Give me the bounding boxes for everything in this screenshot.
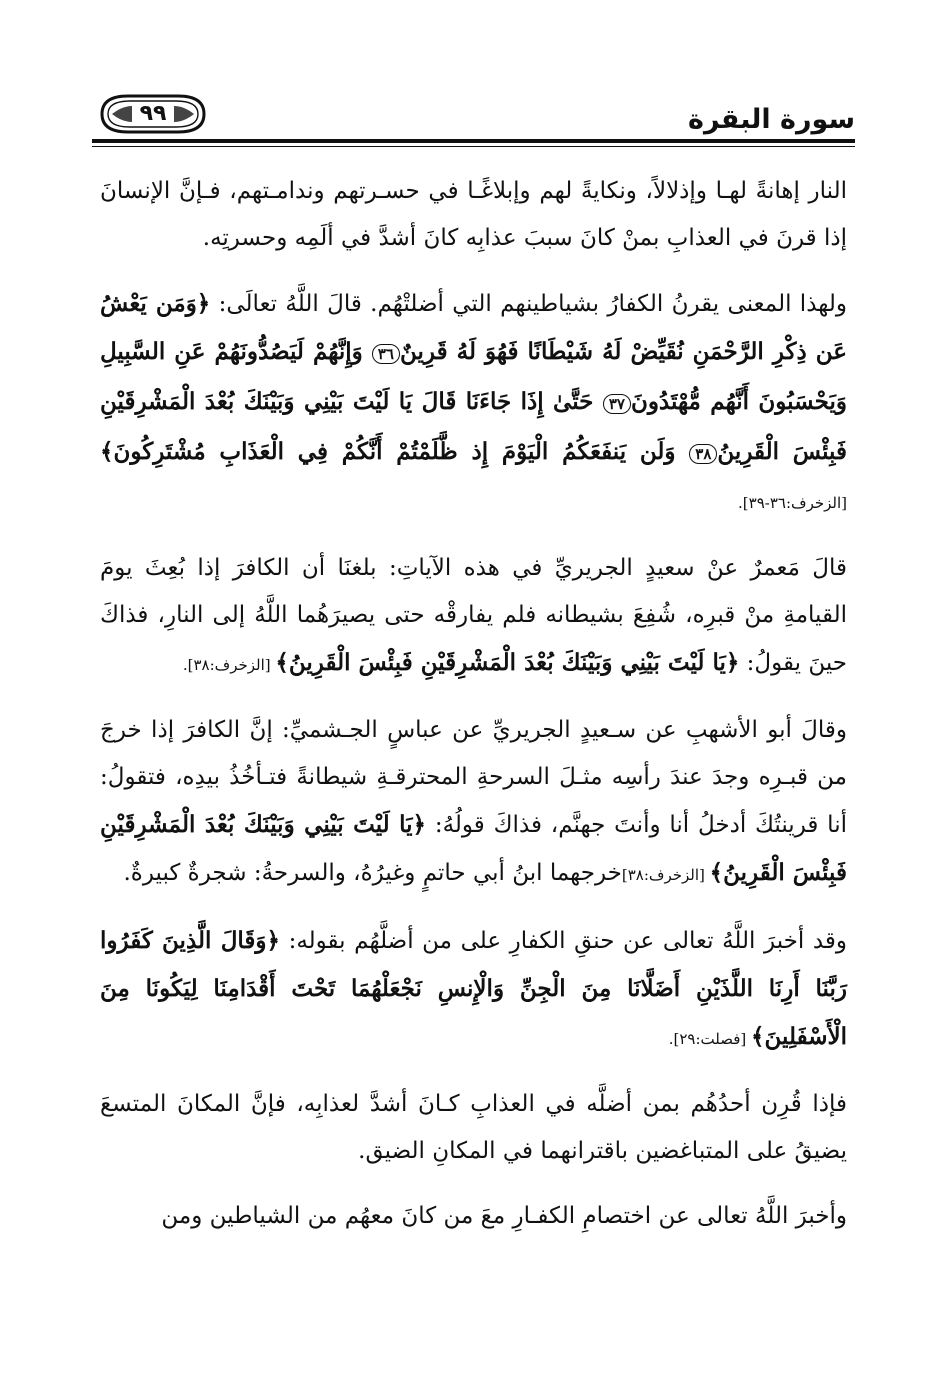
- page-number-badge: [98, 92, 208, 136]
- quran-quote: وَلَن يَنفَعَكُمُ الْيَوْمَ إِذ ظَّلَمْتُمْ أَنَّكُمْ فِي الْعَذَابِ مُشْتَرِكُونَ﴾: [100, 438, 690, 465]
- body-text: النار إهانةً لهـا وإذلالاً، ونكايةً لهم وإبلاغًـا في حسـرتهم وندامـتهم، فـإنَّ الإنسانَ إذا قرنَ في العذابِ بمنْ كانَ سببَ عذابِه كانَ أشدَّ في ألَمِه وحسرتِه.: [100, 178, 847, 251]
- surah-reference: [فصلت:٢٩].: [668, 1030, 752, 1048]
- body-text: ولهذا المعنى يقرنُ الكفارُ بشياطينهم التي أضلتْهُم. قالَ اللَّهُ تعالَى:: [210, 291, 847, 317]
- paragraph: [100, 1193, 847, 1240]
- ayah-marker: ٣٦: [372, 344, 400, 364]
- body-text: خرجهما ابنُ أبي حاتمٍ وغيرُهُ، والسرحةُ: شجرةٌ كبيرةٌ.: [123, 860, 622, 886]
- paragraph: [100, 917, 847, 1063]
- quran-quote: ﴿وَقَالَ الَّذِينَ كَفَرُوا رَبَّنَا أَرِنَا اللَّذَيْنِ أَضَلَّانَا مِنَ الْجِنِّ وَالْإِنسِ نَجْعَلْهُمَا تَحْتَ أَقْدَامِنَا لِيَكُونَا مِنَ الْأَسْفَلِينَ﴾: [100, 927, 847, 1050]
- surah-reference: [الزخرف:٣٨].: [182, 656, 276, 674]
- quran-quote: ﴿يَا لَيْتَ بَيْنِي وَبَيْنَكَ بُعْدَ الْمَشْرِقَيْنِ فَبِئْسَ الْقَرِينُ﴾: [100, 811, 847, 886]
- quran-quote: ﴿يَا لَيْتَ بَيْنِي وَبَيْنَكَ بُعْدَ الْمَشْرِقَيْنِ فَبِئْسَ الْقَرِينُ﴾: [275, 649, 740, 676]
- header-rule-thin: [92, 146, 855, 147]
- paragraph: [100, 280, 847, 527]
- body-text: وقالَ أبو الأشهبِ عن سـعيدٍ الجريريِّ عن عباسٍ الجـشميِّ: إنَّ الكافرَ إذا خرجَ من قبـرِه وجدَ عندَ رأسِه مثـلَ السرحةِ المحترقـةِ شيطانةً فتـأخُذُ بيدِه، فتقولُ: أنا قرينتُكَ أدخلُ أنا وأنتَ جهنَّم، فذاكَ قولُهُ:: [100, 717, 847, 838]
- ayah-marker: ٣٨: [689, 444, 717, 464]
- body-text: وقد أخبرَ اللَّهُ تعالى عن حنقِ الكفارِ على من أضلَّهُم بقوله:: [280, 928, 847, 954]
- paragraph: [100, 1081, 847, 1175]
- header-rule-thick: [92, 139, 855, 143]
- quran-quote: وَإِنَّهُمْ لَيَصُدُّونَهُمْ عَنِ السَّبِيلِ وَيَحْسَبُونَ أَنَّهُم مُّهْتَدُونَ: [100, 338, 847, 415]
- page-header: [92, 92, 855, 148]
- page-body: [100, 168, 847, 1258]
- quran-quote: ﴿وَمَن يَعْشُ عَن ذِكْرِ الرَّحْمَنِ نُقَيِّضْ لَهُ شَيْطَانًا فَهُوَ لَهُ قَرِينٌ: [100, 290, 847, 365]
- surah-reference: [الزخرف:٣٨]: [621, 866, 710, 884]
- paragraph: [100, 545, 847, 689]
- paragraph: [100, 707, 847, 899]
- paragraph: [100, 168, 847, 262]
- surah-reference: [الزخرف:٣٦-٣٩].: [738, 494, 847, 512]
- quran-quote: حَتَّىٰ إِذَا جَاءَنَا قَالَ يَا لَيْتَ بَيْنِي وَبَيْنَكَ بُعْدَ الْمَشْرِقَيْنِ فَبِئْسَ الْقَرِينُ: [100, 388, 847, 465]
- page-number: ٩٩: [139, 101, 167, 126]
- ayah-marker: ٣٧: [603, 394, 631, 414]
- body-text: قالَ مَعمرٌ عنْ سعيدٍ الجريريِّ في هذه الآياتِ: بلغنَا أن الكافرَ إذا بُعِثَ يومَ القيامةِ منْ قبرِه، شُفِعَ بشيطانه فلم يفارقْه حتى يصيرَهُما اللَّهُ إلى النارِ، فذاكَ حينَ يقولُ:: [100, 555, 847, 676]
- surah-title: سورة البقرة: [688, 104, 855, 135]
- body-text: فإذا قُرِن أحدُهُم بمن أضلَّه في العذابِ كـانَ أشدَّ لعذابِه، فإنَّ المكانَ المتسعَ يضيقُ على المتباغضين باقترانهما في المكانِ الضيق.: [100, 1091, 847, 1164]
- body-text: وأخبرَ اللَّهُ تعالى عن اختصامِ الكفـارِ معَ من كانَ معهُم من الشياطين ومن: [161, 1203, 847, 1229]
